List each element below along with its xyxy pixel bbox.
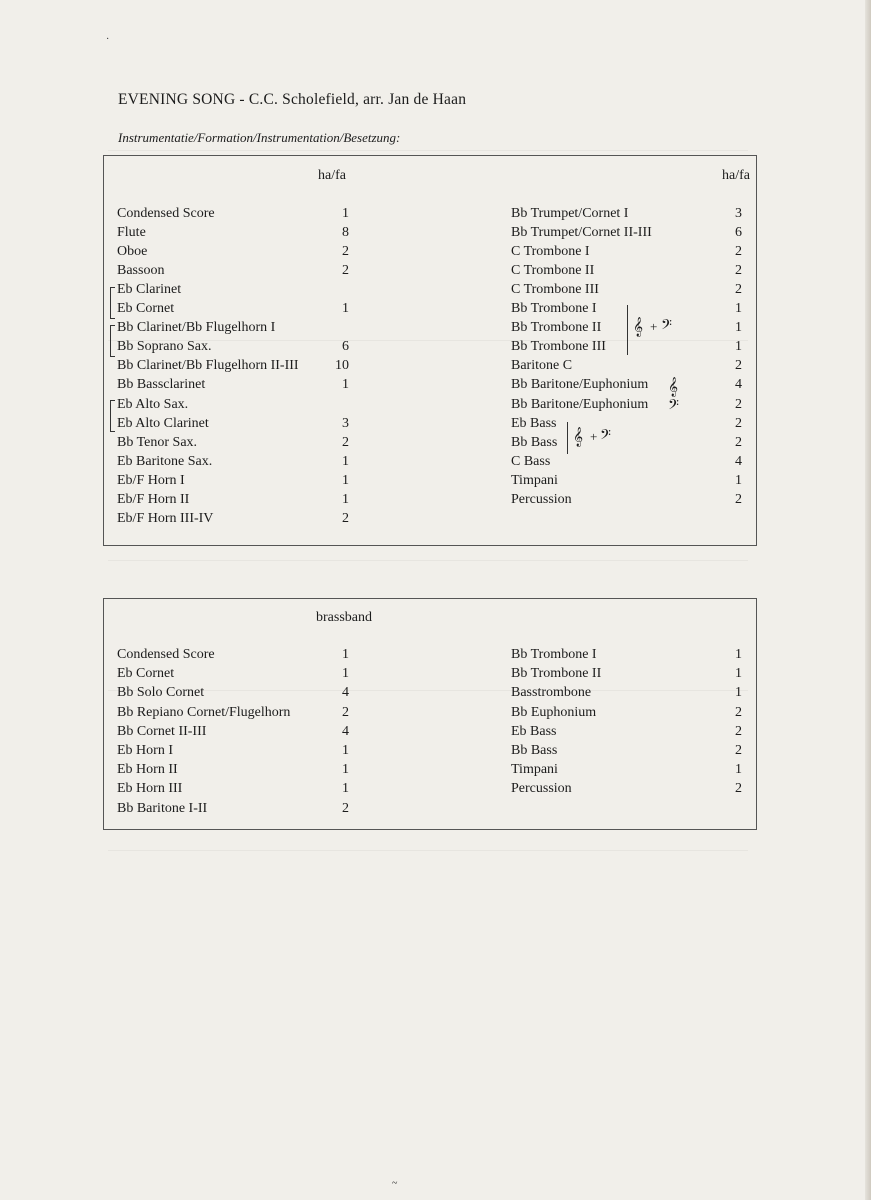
harmony-right-part-count: 2 — [735, 415, 742, 431]
page-title: EVENING SONG - C.C. Scholefield, arr. Jan de Haan — [118, 91, 467, 108]
harmony-left-instrument-name: Eb Baritone Sax. — [117, 453, 213, 469]
brassband-right-part-count: 2 — [735, 704, 742, 720]
harmony-left-part-count: 2 — [342, 244, 349, 260]
harmony-left-part-count: 2 — [342, 510, 349, 526]
brassband-left-instrument-name: Eb Horn I — [117, 743, 173, 758]
harmony-right-part-count: 1 — [735, 301, 742, 317]
header-right: ha/fa — [722, 168, 750, 183]
bleed-line — [108, 850, 748, 851]
brassband-right-instrument-name: Timpani — [511, 762, 558, 778]
harmony-right-instrument-name: Percussion — [511, 491, 572, 507]
harmony-right-part-count: 1 — [735, 339, 742, 355]
brassband-right-part-count: 1 — [735, 685, 742, 701]
brassband-left-part-count: 1 — [342, 781, 349, 797]
treble-clef-icon: 𝄞 — [668, 377, 679, 396]
brassband-left-part-count: 4 — [342, 685, 349, 701]
brassband-right-instrument-name: Basstrombone — [511, 685, 592, 701]
brassband-right-instrument-name: Bb Euphonium — [511, 704, 597, 720]
harmony-left-instrument-name: Condensed Score — [117, 206, 215, 221]
harmony-right-instrument-name: Bb Baritone/Euphonium — [511, 396, 649, 412]
harmony-left-instrument-name: Oboe — [117, 244, 148, 260]
harmony-right-part-count: 2 — [735, 358, 742, 374]
brassband-right-part-count: 2 — [735, 781, 742, 797]
harmony-right-part-count: 4 — [735, 377, 742, 393]
pair-bracket — [110, 400, 115, 432]
brassband-left-instrument-name: Eb Cornet — [117, 666, 175, 682]
harmony-right-part-count: 1 — [735, 320, 742, 336]
harmony-left-instrument-name: Bb Bassclarinet — [117, 377, 206, 393]
harmony-left-instrument-name: Flute — [117, 225, 146, 241]
harmony-right-instrument-name: Timpani — [511, 472, 558, 488]
harmony-left-instrument-name: Eb/F Horn I — [117, 472, 185, 488]
harmony-right-part-count: 2 — [735, 263, 742, 279]
harmony-left-part-count: 1 — [342, 472, 349, 488]
brassband-right-instrument-name: Percussion — [511, 781, 572, 797]
harmony-left-instrument-name: Eb Clarinet — [117, 282, 182, 298]
brassband-right-part-count: 1 — [735, 762, 742, 778]
harmony-right-part-count: 6 — [735, 225, 742, 241]
harmony-right-instrument-name: Bb Baritone/Euphonium — [511, 377, 649, 393]
brassband-left-instrument-name: Eb Horn II — [117, 762, 178, 778]
plus-sign: + — [590, 429, 598, 444]
brassband-left-instrument-name: Condensed Score — [117, 647, 215, 662]
pair-bracket — [110, 287, 115, 319]
brassband-left-part-count: 1 — [342, 666, 349, 682]
brassband-right-part-count: 1 — [735, 647, 742, 662]
harmony-right-instrument-name: C Trombone II — [511, 263, 595, 279]
harmony-right-instrument-name: Bb Bass — [511, 434, 558, 450]
harmony-right-instrument-name: Baritone C — [511, 358, 573, 374]
harmony-left-instrument-name: Bassoon — [117, 263, 165, 279]
brassband-right-instrument-name: Eb Bass — [511, 723, 557, 739]
page-edge — [865, 0, 871, 1200]
brassband-left-instrument-name: Bb Baritone I-II — [117, 800, 208, 816]
brassband-left-part-count: 2 — [342, 800, 349, 816]
brassband-right-instrument-name: Bb Bass — [511, 743, 558, 758]
harmony-left-part-count: 2 — [342, 434, 349, 450]
brassband-right-part-count: 2 — [735, 743, 742, 758]
harmony-right-instrument-name: C Trombone III — [511, 282, 599, 298]
harmony-left-part-count: 3 — [342, 415, 349, 431]
brassband-left-instrument-name: Bb Cornet II-III — [117, 723, 207, 739]
clef-divider — [567, 422, 568, 454]
bass-clef-icon: 𝄢 — [668, 397, 679, 416]
bass-clef-icon: 𝄢 — [600, 427, 611, 446]
harmony-left-instrument-name: Eb Alto Sax. — [117, 396, 189, 412]
brassband-left-part-count: 1 — [342, 762, 349, 778]
harmony-left-instrument-name: Bb Soprano Sax. — [117, 339, 212, 355]
harmony-right-part-count: 2 — [735, 396, 742, 412]
harmony-right-instrument-name: C Bass — [511, 453, 551, 469]
brassband-right-part-count: 2 — [735, 723, 742, 739]
brassband-left-instrument-name: Bb Solo Cornet — [117, 685, 205, 701]
speck: ~ — [392, 1178, 398, 1189]
brassband-header: brassband — [316, 610, 372, 625]
harmony-right-instrument-name: Bb Trombone III — [511, 339, 606, 355]
harmony-left-instrument-name: Bb Tenor Sax. — [117, 434, 198, 450]
page-subtitle: Instrumentatie/Formation/Instrumentation/Besetzung: — [118, 130, 401, 145]
brassband-left-part-count: 1 — [342, 743, 349, 758]
harmony-left-instrument-name: Eb/F Horn III-IV — [117, 510, 214, 526]
harmony-right-part-count: 3 — [735, 206, 742, 221]
harmony-left-instrument-name: Eb/F Horn II — [117, 491, 190, 507]
harmony-left-instrument-name: Eb Cornet — [117, 301, 175, 317]
brassband-left-instrument-name: Bb Repiano Cornet/Flugelhorn — [117, 704, 291, 720]
harmony-right-part-count: 2 — [735, 244, 742, 260]
harmony-right-part-count: 2 — [735, 491, 742, 507]
harmony-right-part-count: 1 — [735, 472, 742, 488]
harmony-right-instrument-name: Eb Bass — [511, 415, 557, 431]
speck: · — [106, 34, 110, 45]
harmony-left-instrument-name: Bb Clarinet/Bb Flugelhorn II-III — [117, 358, 299, 374]
harmony-left-part-count: 1 — [342, 491, 349, 507]
harmony-left-part-count: 1 — [342, 301, 349, 317]
harmony-right-instrument-name: Bb Trumpet/Cornet I — [511, 206, 629, 221]
header-left: ha/fa — [318, 168, 346, 183]
harmony-left-part-count: 8 — [342, 225, 349, 241]
harmony-left-instrument-name: Bb Clarinet/Bb Flugelhorn I — [117, 320, 276, 336]
harmony-right-instrument-name: Bb Trombone II — [511, 320, 602, 336]
brassband-left-part-count: 4 — [342, 723, 349, 739]
brassband-left-instrument-name: Eb Horn III — [117, 781, 183, 797]
brassband-left-part-count: 2 — [342, 704, 349, 720]
pair-bracket — [110, 325, 115, 357]
treble-clef-icon: 𝄞 — [633, 317, 644, 336]
harmony-left-instrument-name: Eb Alto Clarinet — [117, 415, 209, 431]
harmony-right-instrument-name: C Trombone I — [511, 244, 590, 260]
treble-clef-icon: 𝄞 — [573, 427, 584, 446]
plus-sign: + — [650, 319, 658, 334]
clef-divider — [627, 305, 628, 355]
harmony-right-instrument-name: Bb Trombone I — [511, 301, 597, 317]
brassband-left-part-count: 1 — [342, 647, 349, 662]
brassband-right-instrument-name: Bb Trombone I — [511, 647, 597, 662]
harmony-right-instrument-name: Bb Trumpet/Cornet II-III — [511, 225, 652, 241]
brassband-right-part-count: 1 — [735, 666, 742, 682]
harmony-left-part-count: 6 — [342, 339, 349, 355]
brassband-right-instrument-name: Bb Trombone II — [511, 666, 602, 682]
harmony-left-part-count: 1 — [342, 377, 349, 393]
harmony-left-part-count: 1 — [342, 206, 349, 221]
bleed-line — [108, 150, 748, 151]
harmony-right-part-count: 4 — [735, 453, 742, 469]
bass-clef-icon: 𝄢 — [661, 317, 672, 336]
harmony-left-part-count: 10 — [335, 358, 349, 374]
harmony-right-part-count: 2 — [735, 282, 742, 298]
bleed-line — [108, 560, 748, 561]
harmony-left-part-count: 1 — [342, 453, 349, 469]
harmony-left-part-count: 2 — [342, 263, 349, 279]
harmony-right-part-count: 2 — [735, 434, 742, 450]
